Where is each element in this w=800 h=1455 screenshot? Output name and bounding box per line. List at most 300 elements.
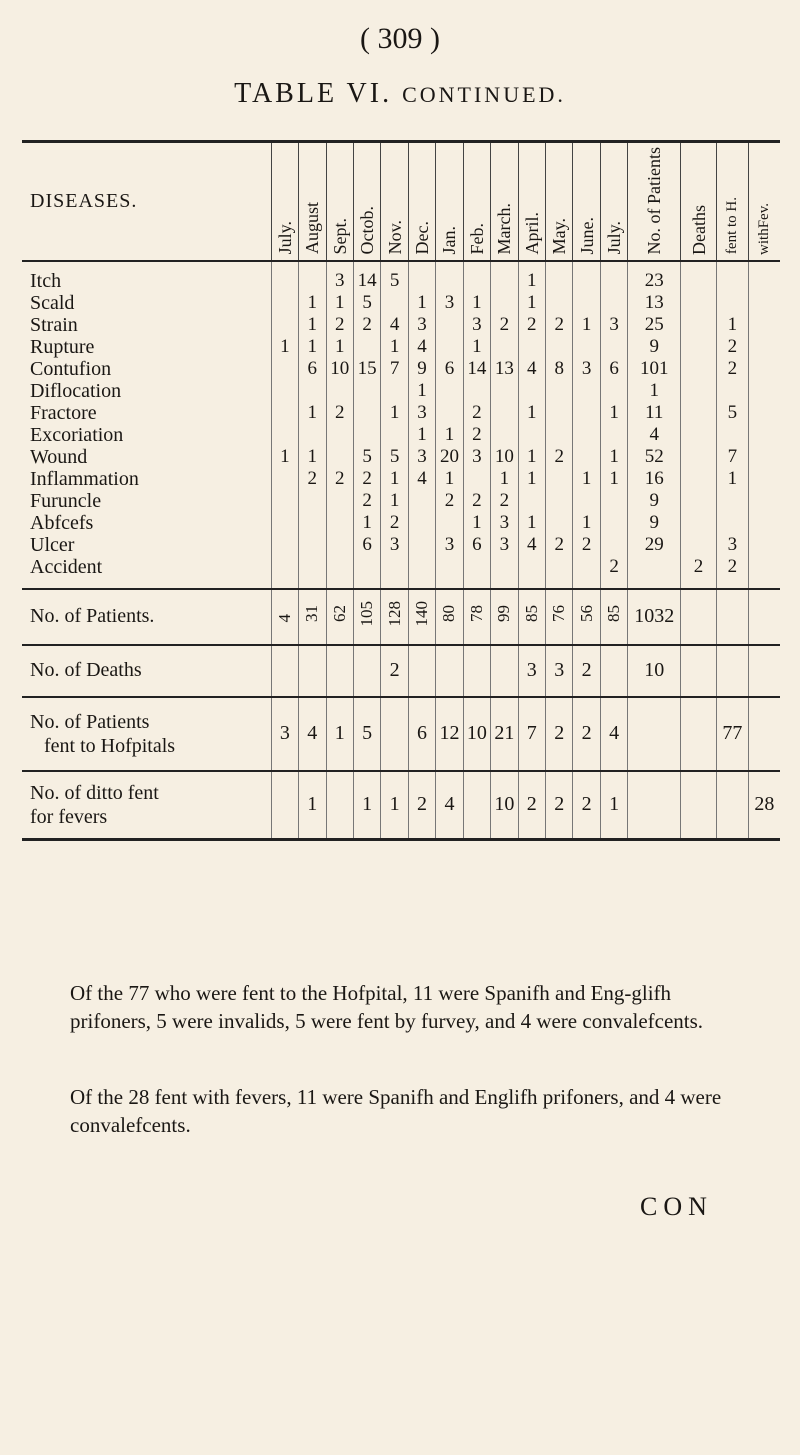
disease-cell [271,380,298,402]
disease-cell: 1 [518,402,545,424]
disease-cell: 2 [717,336,749,358]
fevers-cell: 1 [353,771,380,840]
disease-cell [573,336,600,358]
disease-cell: 1 [326,292,353,314]
disease-cell [573,446,600,468]
disease-cell [271,468,298,490]
patients-cell [717,589,749,645]
patients-cell: 99 [491,589,518,645]
fevers-cell [717,771,749,840]
disease-row [22,314,780,336]
disease-cell: 4 [518,358,545,380]
disease-cell: 10 [326,358,353,380]
disease-cell [271,424,298,446]
disease-cell: 2 [546,314,573,336]
hospitals-cell: 77 [717,697,749,771]
patients-cell: 76 [546,589,573,645]
disease-cell [436,336,463,358]
disease-cell [573,261,600,292]
disease-cell [271,261,298,292]
disease-cell [600,261,627,292]
disease-cell: 1 [518,512,545,534]
hospitals-cell: 1 [326,697,353,771]
disease-cell: 3 [573,358,600,380]
disease-cell: 9 [628,512,681,534]
disease-cell [600,512,627,534]
disease-cell: 2 [491,490,518,512]
disease-cell [408,490,435,512]
disease-cell [546,261,573,292]
disease-name: Strain [30,313,78,336]
patients-row [22,589,780,645]
patients-cell [681,589,717,645]
disease-cell [600,424,627,446]
disease-cell [748,336,780,358]
fevers-label: No. of ditto fent for fevers [22,771,271,840]
disease-cell [491,380,518,402]
disease-cell: 1 [717,468,749,490]
fevers-cell [326,771,353,840]
hospitals-row [22,697,780,771]
disease-cell: 1 [573,468,600,490]
disease-cell [681,336,717,358]
fevers-cell: 1 [600,771,627,840]
page-number: ( 309 ) [360,22,440,55]
month-header: May. [546,142,573,261]
disease-cell: 6 [600,358,627,380]
disease-cell: 9 [628,490,681,512]
patients-cell: 140 [408,589,435,645]
disease-cell: 5 [381,261,408,292]
disease-cell [518,424,545,446]
disease-name: Excoriation [30,423,124,446]
disease-name: Scald [30,291,75,314]
disease-cell [717,490,749,512]
disease-cell [463,468,490,490]
disease-cell: 2 [546,534,573,556]
disease-cell [748,380,780,402]
fevers-cell: 2 [518,771,545,840]
disease-cell [717,261,749,292]
disease-cell [299,534,326,556]
deaths-cell [491,645,518,697]
disease-row [22,468,780,490]
disease-cell: 29 [628,534,681,556]
disease-cell [326,512,353,534]
disease-cell [748,292,780,314]
disease-cell [408,556,435,589]
disease-cell: 6 [436,358,463,380]
disease-cell [299,380,326,402]
disease-cell [436,261,463,292]
month-header: July. [600,142,627,261]
disease-cell: 1 [518,446,545,468]
disease-cell: 25 [628,314,681,336]
disease-cell: 1 [353,512,380,534]
disease-cell: 5 [353,446,380,468]
disease-cell: 1 [436,424,463,446]
disease-cell [436,512,463,534]
disease-cell [353,380,380,402]
disease-cell [271,534,298,556]
month-header: August [299,142,326,261]
deaths-cell: 2 [381,645,408,697]
disease-cell: 5 [381,446,408,468]
patients-cell: 78 [463,589,490,645]
hospitals-cell: 2 [573,697,600,771]
disease-cell [326,534,353,556]
disease-cell: 13 [491,358,518,380]
disease-cell: 6 [299,358,326,380]
disease-name: Contufion [30,357,112,380]
disease-cell: 1 [600,468,627,490]
disease-cell [518,556,545,589]
disease-cell: 4 [381,314,408,336]
disease-cell: 2 [491,314,518,336]
disease-cell: 15 [353,358,380,380]
disease-cell: 8 [546,358,573,380]
disease-cell: 4 [408,468,435,490]
hospital-header: fent to H. [717,142,749,261]
disease-cell: 6 [353,534,380,556]
hospitals-cell: 2 [546,697,573,771]
disease-cell: 1 [381,490,408,512]
disease-cell: 1 [271,336,298,358]
disease-cell [546,512,573,534]
disease-cell [271,314,298,336]
disease-row [22,490,780,512]
patients-header: No. of Patients [628,142,681,261]
disease-cell: 3 [381,534,408,556]
disease-cell: 9 [628,336,681,358]
fevers-cell: 2 [408,771,435,840]
fevers-cell: 1 [299,771,326,840]
paragraph-fever-note: Of the 28 fent with fevers, 11 were Spanifh and Englifh prifoners, and 4 were convalefcents. [70,1085,722,1137]
disease-cell [748,512,780,534]
disease-cell [353,556,380,589]
disease-cell [353,336,380,358]
disease-cell: 2 [717,358,749,380]
disease-cell [546,556,573,589]
deaths-cell [600,645,627,697]
fevers-cell [628,771,681,840]
disease-cell [381,424,408,446]
deaths-cell [463,645,490,697]
hospitals-cell: 21 [491,697,518,771]
month-header: Nov. [381,142,408,261]
disease-cell [681,314,717,336]
disease-cell [271,402,298,424]
disease-cell: 3 [436,292,463,314]
month-header: Sept. [326,142,353,261]
patients-cell: 80 [436,589,463,645]
disease-cell [491,402,518,424]
disease-cell: 1 [573,512,600,534]
disease-cell: 13 [628,292,681,314]
disease-cell [681,512,717,534]
disease-cell: 9 [408,358,435,380]
header-row [22,142,780,261]
disease-cell: 10 [491,446,518,468]
hospitals-cell: 3 [271,697,298,771]
disease-row [22,261,780,292]
disease-cell: 1 [381,336,408,358]
hospitals-cell [681,697,717,771]
deaths-cell [748,645,780,697]
hospitals-cell [381,697,408,771]
disease-cell: 5 [717,402,749,424]
deaths-cell: 3 [546,645,573,697]
deaths-cell: 2 [573,645,600,697]
disease-cell [681,402,717,424]
disease-cell: 7 [717,446,749,468]
disease-cell [748,446,780,468]
disease-cell: 11 [628,402,681,424]
deaths-cell [299,645,326,697]
disease-cell: 14 [463,358,490,380]
disease-cell [681,446,717,468]
disease-cell [436,380,463,402]
disease-cell [717,292,749,314]
disease-cell [299,512,326,534]
disease-cell [717,424,749,446]
disease-cell [600,490,627,512]
disease-cell [681,261,717,292]
patients-cell: 62 [326,589,353,645]
fevers-cell [271,771,298,840]
disease-cell [271,358,298,380]
disease-cell: 3 [408,446,435,468]
disease-cell: 2 [463,490,490,512]
hospitals-cell: 6 [408,697,435,771]
disease-cell [681,468,717,490]
disease-cell [748,261,780,292]
disease-cell [381,556,408,589]
disease-cell [681,490,717,512]
fevers-cell: 2 [573,771,600,840]
disease-cell [518,336,545,358]
disease-cell [546,336,573,358]
disease-cell: 3 [463,314,490,336]
disease-name: Furuncle [30,489,102,512]
hospitals-cell: 12 [436,697,463,771]
month-header: June. [573,142,600,261]
disease-cell: 2 [353,314,380,336]
hospitals-cell: 4 [600,697,627,771]
deaths-cell [271,645,298,697]
disease-cell: 2 [353,468,380,490]
disease-cell: 2 [573,534,600,556]
disease-cell [546,468,573,490]
disease-cell: 2 [518,314,545,336]
patients-cell: 56 [573,589,600,645]
fevers-cell: 1 [381,771,408,840]
disease-cell: 4 [408,336,435,358]
disease-cell [628,556,681,589]
disease-row [22,292,780,314]
disease-cell [271,512,298,534]
table-title-main: TABLE VI. [234,78,393,109]
disease-cell [573,490,600,512]
disease-cell [381,292,408,314]
disease-name: Ulcer [30,533,75,556]
disease-cell: 3 [491,512,518,534]
hospitals-cell: 7 [518,697,545,771]
disease-cell: 1 [436,468,463,490]
disease-cell: 2 [681,556,717,589]
disease-cell: 3 [491,534,518,556]
table-title-continued: CONTINUED. [402,82,566,107]
disease-cell: 2 [326,402,353,424]
month-header: July. [271,142,298,261]
catchword: CON [640,1192,713,1221]
disease-cell [717,512,749,534]
disease-cell: 1 [628,380,681,402]
disease-cell [600,380,627,402]
disease-cell [600,336,627,358]
disease-cell [271,556,298,589]
disease-cell [463,261,490,292]
disease-cell [681,358,717,380]
disease-cell [518,380,545,402]
disease-cell [748,490,780,512]
disease-cell [546,380,573,402]
disease-cell: 2 [381,512,408,534]
disease-cell [748,556,780,589]
disease-cell: 3 [600,314,627,336]
disease-cell [299,261,326,292]
deaths-row [22,645,780,697]
disease-cell [326,380,353,402]
disease-cell [681,380,717,402]
diseases-header: DISEASES. [22,142,271,261]
disease-cell [546,402,573,424]
disease-cell: 3 [436,534,463,556]
disease-row [22,446,780,468]
disease-cell [748,314,780,336]
fevers-cell [463,771,490,840]
month-header: March. [491,142,518,261]
disease-cell: 1 [408,292,435,314]
disease-cell [573,556,600,589]
disease-cell: 3 [408,402,435,424]
month-header: Jan. [436,142,463,261]
patients-cell: 128 [381,589,408,645]
disease-cell: 6 [463,534,490,556]
disease-cell: 1 [518,468,545,490]
disease-cell [748,402,780,424]
disease-cell: 7 [381,358,408,380]
disease-cell: 23 [628,261,681,292]
disease-cell: 1 [299,402,326,424]
fevers-cell: 10 [491,771,518,840]
disease-cell: 1 [326,336,353,358]
disease-name: Inflammation [30,467,139,490]
disease-cell [408,512,435,534]
disease-cell [681,534,717,556]
patients-cell: 85 [600,589,627,645]
hospitals-cell [628,697,681,771]
disease-cell: 20 [436,446,463,468]
disease-cell [518,490,545,512]
disease-cell: 1 [299,446,326,468]
disease-cell [299,424,326,446]
disease-cell [326,446,353,468]
disease-cell: 1 [299,314,326,336]
disease-cell [573,292,600,314]
disease-name: Rupture [30,335,95,358]
disease-cell [573,380,600,402]
disease-cell [463,556,490,589]
disease-cell: 1 [381,402,408,424]
disease-cell: 5 [353,292,380,314]
table-title [0,78,800,110]
hospitals-cell [748,697,780,771]
disease-cell: 4 [628,424,681,446]
disease-name: Diflocation [30,379,122,402]
disease-cell [299,490,326,512]
disease-cell [748,468,780,490]
disease-cell: 14 [353,261,380,292]
disease-cell [681,292,717,314]
disease-cell: 2 [353,490,380,512]
patients-cell: 4 [271,589,298,645]
disease-cell: 1 [518,292,545,314]
deaths-cell: 3 [518,645,545,697]
hospitals-label: No. of Patients fent to Hofpitals [22,697,271,771]
disease-row [22,534,780,556]
disease-cell [299,556,326,589]
disease-cell [436,402,463,424]
deaths-header: Deaths [681,142,717,261]
disease-cell [326,490,353,512]
disease-cell: 1 [600,446,627,468]
disease-cell [491,292,518,314]
disease-cell [491,556,518,589]
disease-cell [748,424,780,446]
disease-row [22,556,780,589]
disease-cell: 2 [546,446,573,468]
disease-row [22,336,780,358]
hospitals-cell: 4 [299,697,326,771]
fevers-cell: 28 [748,771,780,840]
disease-cell [748,534,780,556]
disease-cell: 3 [326,261,353,292]
disease-cell [408,534,435,556]
disease-cell [326,424,353,446]
deaths-cell: 10 [628,645,681,697]
disease-cell [436,314,463,336]
disease-cell: 1 [518,261,545,292]
disease-cell: 1 [573,314,600,336]
disease-name: Wound [30,445,88,468]
disease-cell: 101 [628,358,681,380]
disease-table [22,140,780,841]
disease-cell: 2 [717,556,749,589]
month-header: April. [518,142,545,261]
disease-cell: 2 [436,490,463,512]
disease-cell: 2 [326,314,353,336]
disease-cell: 1 [463,292,490,314]
disease-cell: 2 [463,424,490,446]
disease-cell [491,336,518,358]
disease-cell [326,556,353,589]
paragraph-hospital-note: Of the 77 who were fent to the Hofpital, 11 were Spanifh and Eng-glifh prifoners, 5 were invalids, 5 were fent by furvey, and 4 were convalefcents. [70,981,704,1033]
disease-cell [600,292,627,314]
hospitals-cell: 10 [463,697,490,771]
disease-cell [600,534,627,556]
disease-row [22,358,780,380]
